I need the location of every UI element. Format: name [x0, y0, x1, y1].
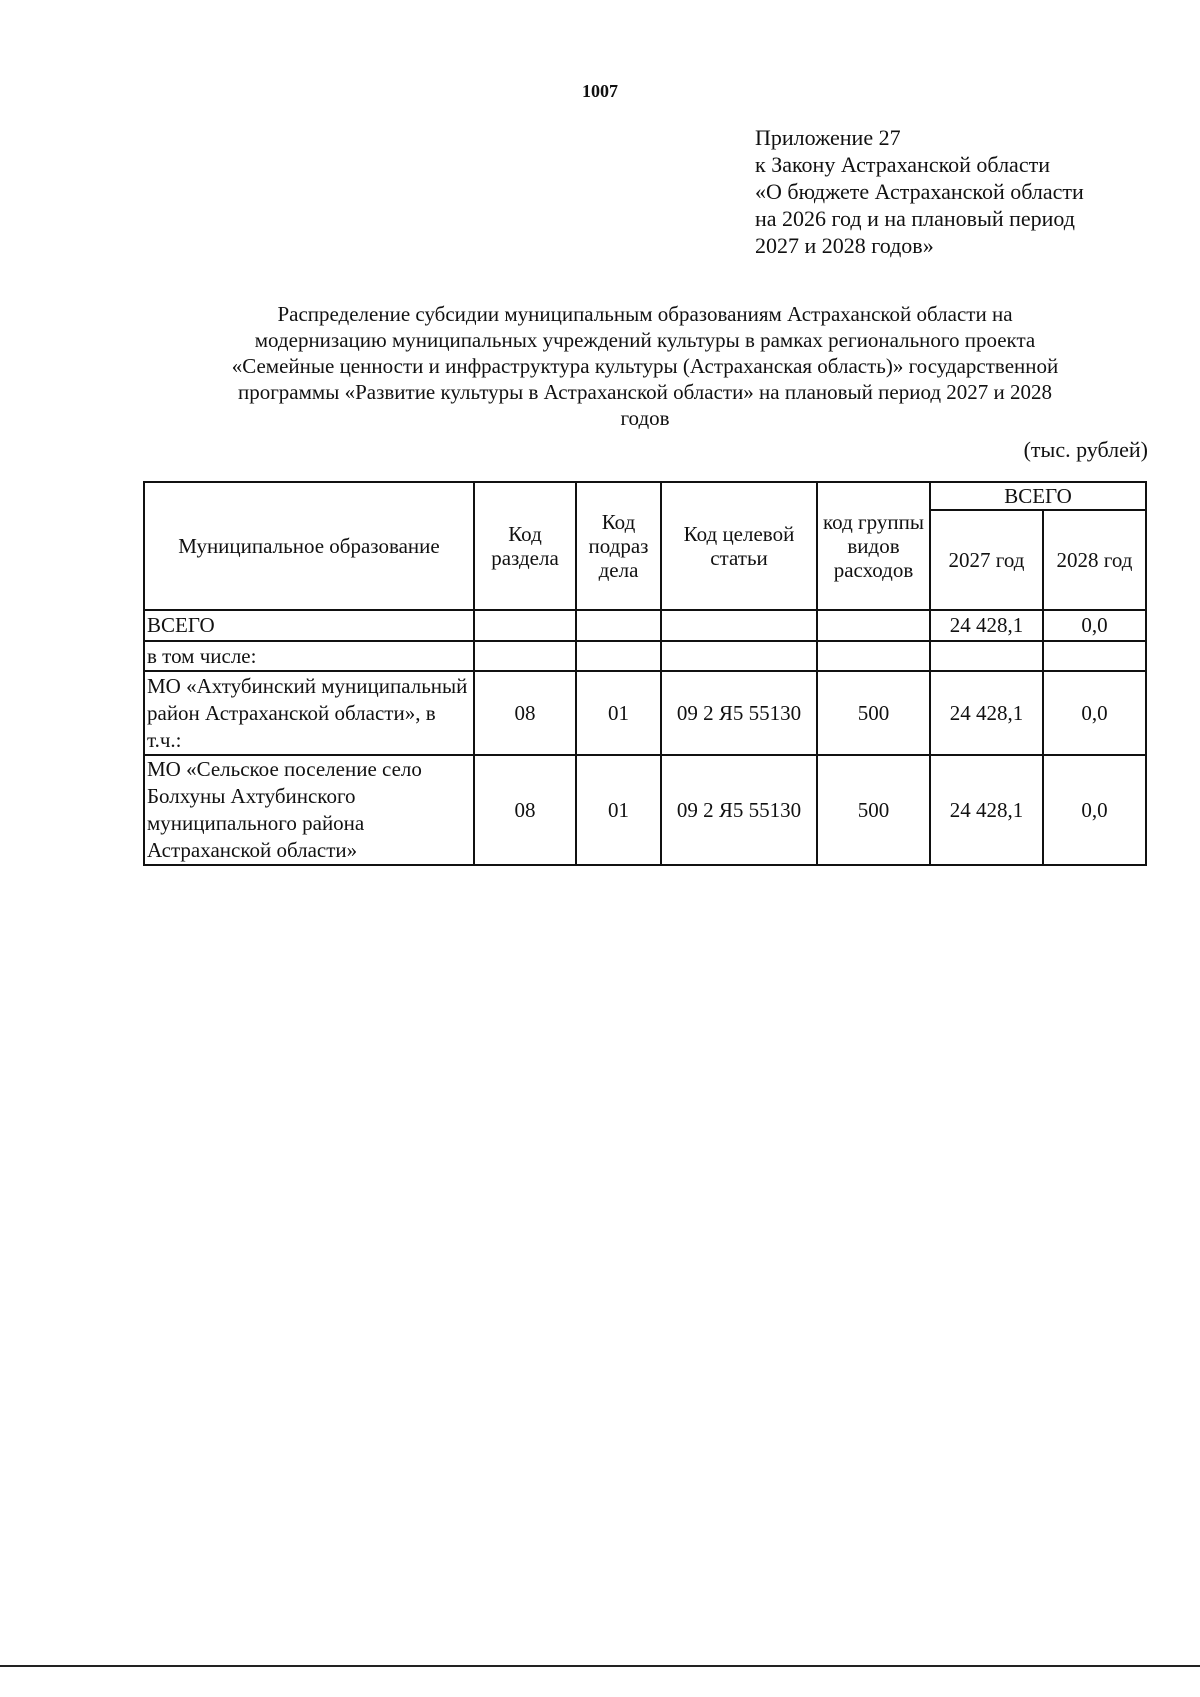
- appendix-line: «О бюджете Астраханской области: [755, 179, 1084, 204]
- cell-section: [474, 641, 576, 671]
- document-title: [140, 301, 1150, 431]
- appendix-line: на 2026 год и на плановый период: [755, 206, 1075, 231]
- header-subsection-code: Код подраз дела: [576, 482, 661, 610]
- title-line: «Семейные ценности и инфраструктура культуры (Астраханская область)» государственной: [231, 354, 1059, 378]
- appendix-line: Приложение 27: [755, 125, 901, 150]
- title-line: модернизацию муниципальных учреждений культуры в рамках регионального проекта: [254, 328, 1036, 352]
- cell-municipality: в том числе:: [144, 641, 474, 671]
- appendix-line: 2027 и 2028 годов»: [755, 233, 934, 258]
- header-municipality: Муниципальное образование: [144, 482, 474, 610]
- title-line: годов: [620, 406, 670, 430]
- cell-2028: 0,0: [1043, 671, 1146, 755]
- header-year-2028: 2028 год: [1043, 510, 1146, 610]
- appendix-line: к Закону Астраханской области: [755, 152, 1050, 177]
- cell-municipality: ВСЕГО: [144, 610, 474, 641]
- cell-group: [817, 610, 930, 641]
- cell-subsection: 01: [576, 755, 661, 865]
- cell-2027: 24 428,1: [930, 755, 1043, 865]
- header-target-article-code: Код целевой статьи: [661, 482, 817, 610]
- cell-group: 500: [817, 755, 930, 865]
- title-line: программы «Развитие культуры в Астраханской области» на плановый период 2027 и 2028: [237, 380, 1053, 404]
- cell-subsection: [576, 610, 661, 641]
- page-bottom-rule: [0, 1665, 1200, 1667]
- cell-group: [817, 641, 930, 671]
- header-total: ВСЕГО: [930, 482, 1146, 510]
- cell-municipality: МО «Ахтубинский муниципальный район Астраханской области», в т.ч.:: [144, 671, 474, 755]
- cell-article: 09 2 Я5 55130: [661, 755, 817, 865]
- table-row: [144, 755, 1146, 865]
- cell-section: [474, 610, 576, 641]
- cell-2027: 24 428,1: [930, 671, 1043, 755]
- cell-article: [661, 610, 817, 641]
- header-section-code: Код раздела: [474, 482, 576, 610]
- cell-group: 500: [817, 671, 930, 755]
- cell-section: 08: [474, 671, 576, 755]
- units-label: (тыс. рублей): [1023, 437, 1148, 462]
- cell-subsection: [576, 641, 661, 671]
- table-row: [144, 610, 1146, 641]
- cell-2027: [930, 641, 1043, 671]
- table-row: [144, 671, 1146, 755]
- header-year-2027: 2027 год: [930, 510, 1043, 610]
- cell-subsection: 01: [576, 671, 661, 755]
- table-row: [144, 641, 1146, 671]
- cell-2028: 0,0: [1043, 610, 1146, 641]
- page-number: 1007: [582, 81, 618, 101]
- cell-article: [661, 641, 817, 671]
- cell-2028: [1043, 641, 1146, 671]
- cell-municipality: МО «Сельское поселение село Болхуны Ахтубинского муниципального района Астраханской области»: [144, 755, 474, 865]
- cell-article: 09 2 Я5 55130: [661, 671, 817, 755]
- subsidy-table: [143, 481, 1147, 866]
- header-expense-group-code: код группы видов расходов: [817, 482, 930, 610]
- title-line: Распределение субсидии муниципальным образованиям Астраханской области на: [277, 302, 1013, 326]
- cell-2028: 0,0: [1043, 755, 1146, 865]
- appendix-note: [755, 124, 1084, 259]
- cell-2027: 24 428,1: [930, 610, 1043, 641]
- cell-section: 08: [474, 755, 576, 865]
